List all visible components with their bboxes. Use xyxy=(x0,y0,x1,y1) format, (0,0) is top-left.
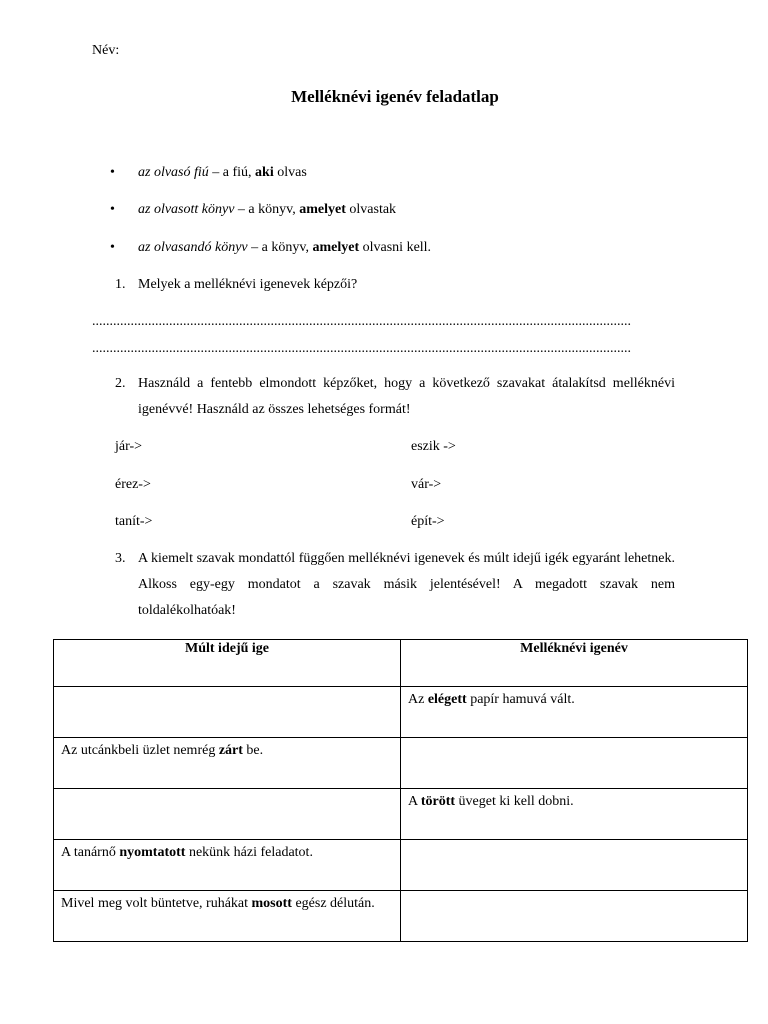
bullet-icon: • xyxy=(110,165,115,180)
exercise-table xyxy=(53,639,748,942)
task-3-text: A kiemelt szavak mondattól függően melléknévi igenevek és múlt idejű igék egyaránt lehetnek. Alkoss egy-egy mondatot a szavak másik jelentésével! A megadott szavak nem toldalékolhatóak! xyxy=(138,551,675,618)
table-row xyxy=(54,840,748,891)
example-rest: olvas xyxy=(273,165,307,180)
example-phrase: az olvasott könyv xyxy=(138,202,235,217)
cell-text-post: be. xyxy=(242,743,264,758)
table-cell xyxy=(401,687,748,738)
table-row xyxy=(54,738,748,789)
bullet-icon: • xyxy=(110,202,115,217)
cell-text-pre: Az utcánkbeli üzlet nemrég xyxy=(61,743,219,758)
cell-text-pre: A tanárnő xyxy=(61,845,120,860)
col-header-participle: Melléknévi igenév xyxy=(401,640,748,687)
example-dash: – a könyv, xyxy=(234,202,300,217)
task-text: Melyek a melléknévi igenevek képzői? xyxy=(138,277,358,292)
table-cell[interactable] xyxy=(401,891,748,942)
example-pronoun: amelyet xyxy=(312,240,360,255)
example-pronoun: amelyet xyxy=(299,202,346,217)
example-item xyxy=(110,240,431,256)
verb-prompt: tanít-> xyxy=(115,514,153,529)
task-number: 2. xyxy=(115,376,126,391)
name-label: Név: xyxy=(92,43,120,58)
table-cell[interactable] xyxy=(54,687,401,738)
verb-prompt: érez-> xyxy=(115,477,151,492)
answer-line[interactable]: .......................................................................................................................................................... xyxy=(92,314,631,329)
cell-text-pre: A xyxy=(408,794,421,809)
example-phrase: az olvasandó könyv xyxy=(138,240,248,255)
cell-text-post: nekünk házi feladatot. xyxy=(185,845,313,860)
example-rest: olvasni kell. xyxy=(359,240,432,255)
highlighted-word: törött xyxy=(420,794,456,809)
cell-text-post: papír hamuvá vált. xyxy=(466,692,575,707)
table-cell xyxy=(54,891,401,942)
table-cell[interactable] xyxy=(401,738,748,789)
example-dash: – a fiú, xyxy=(208,165,256,180)
highlighted-word: elégett xyxy=(427,692,467,707)
verb-prompt: eszik -> xyxy=(411,439,456,454)
answer-line[interactable]: .......................................................................................................................................................... xyxy=(92,341,631,356)
table-cell xyxy=(54,840,401,891)
example-rest: olvastak xyxy=(345,202,397,217)
worksheet-title: Melléknévi igenév feladatlap xyxy=(291,87,499,106)
example-item xyxy=(110,165,307,181)
table-cell[interactable] xyxy=(401,840,748,891)
example-item xyxy=(110,202,396,218)
cell-text-pre: Az xyxy=(408,692,428,707)
verb-prompt: épít-> xyxy=(411,514,445,529)
table-row xyxy=(54,891,748,942)
task-number: 1. xyxy=(115,277,126,292)
table-cell[interactable] xyxy=(54,789,401,840)
cell-text-pre: Mivel meg volt büntetve, ruhákat xyxy=(61,896,252,911)
highlighted-word: zárt xyxy=(218,743,243,758)
highlighted-word: nyomtatott xyxy=(119,845,186,860)
bullet-icon: • xyxy=(110,240,115,255)
table-row xyxy=(54,789,748,840)
example-pronoun: aki xyxy=(255,165,274,180)
cell-text-post: üveget ki kell dobni. xyxy=(455,794,574,809)
task-number: 3. xyxy=(115,551,126,566)
table-cell xyxy=(54,738,401,789)
verb-prompt: vár-> xyxy=(411,477,442,492)
verb-prompt: jár-> xyxy=(115,439,143,454)
cell-text-post: egész délután. xyxy=(291,896,375,911)
example-phrase: az olvasó fiú xyxy=(138,165,209,180)
table-row xyxy=(54,687,748,738)
col-header-past-tense: Múlt idejű ige xyxy=(54,640,401,687)
task-1 xyxy=(115,277,357,293)
highlighted-word: mosott xyxy=(251,896,292,911)
table-cell xyxy=(401,789,748,840)
task-2-text: Használd a fentebb elmondott képzőket, hogy a következő szavakat átalakítsd melléknévi igenévvé! Használd az összes lehetséges formát! xyxy=(138,376,675,417)
example-dash: – a könyv, xyxy=(247,240,313,255)
table-header-row xyxy=(54,640,748,687)
